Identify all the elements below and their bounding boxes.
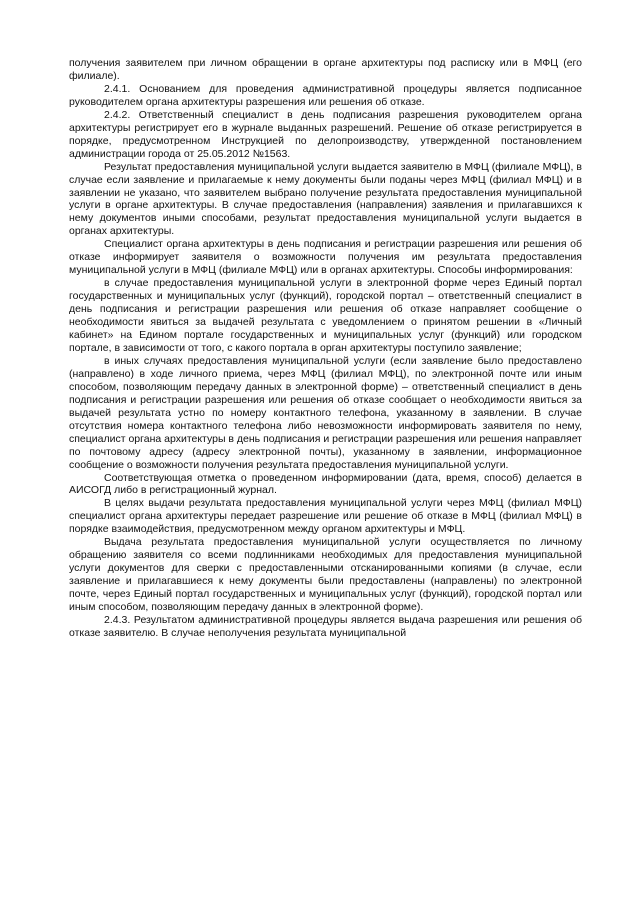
paragraph-notification-mark: Соответствующая отметка о проведенном информировании (дата, время, способ) делается в АИСОГД либо в регистрационный журнал. <box>69 471 582 497</box>
paragraph-continuation: получения заявителем при личном обращении в органе архитектуры под расписку или в МФЦ (его филиале). <box>69 57 582 82</box>
paragraph-2-4-2: 2.4.2. Ответственный специалист в день подписания разрешения руководителем органа архитектуры регистрирует его в журнале выданных разрешений. Решение об отказе регистрируется в порядке, предусмотренном Инструкцией по делопроизводству, утвержденной постановлением администрации города от 25.05.2012 №1563. <box>69 108 582 160</box>
paragraph-other-cases: в иных случаях предоставления муниципальной услуги (если заявление было предоставлено (направлено) в ходе личного приема, через МФЦ (филиал МФЦ), по электронной почте или иным способом, позволяющим передачу данных в электронной форме) – ответственный специалист в день подписания и регистрации разрешения или решения об отказе сообщает о необходимости явиться за выдачей результата устно по номеру контактного телефона, указанному в заявлении. В случае отсутствия номера контактного телефона либо невозможности информировать заявителя по нему, специалист органа архитектуры в день подписания и регистрации разрешения или решения направляет по почтовому адресу (адресу электронной почты), указанному в заявлении, информационное сообщение о возможности получения результата предоставления муниципальной услуги. <box>69 354 582 471</box>
paragraph-2-4-3: 2.4.3. Результатом административной процедуры является выдача разрешения или решения об отказе заявителю. В случае неполучения результата муниципальной <box>69 613 582 639</box>
document-body <box>69 57 582 640</box>
paragraph-issuance: Выдача результата предоставления муниципальной услуги осуществляется по личному обращению заявителя со всеми подлинниками необходимых для предоставления муниципальной услуги документов для сверки с предоставленными отсканированными копиями (в случае, если заявление и прилагавшиеся к нему документы были предоставлены (направлены) по электронной почте, через Единый портал государственных и муниципальных услуг (функций), городской портал или иным способом, позволяющим передачу данных в электронной форме). <box>69 536 582 614</box>
paragraph-electronic-form: в случае предоставления муниципальной услуги в электронной форме через Единый портал государственных и муниципальных услуг (функций), городской портал – ответственный специалист в день подписания и регистрации разрешения или решения об отказе направляет сообщение о необходимости явиться за выдачей результата с уведомлением о принятом решении в «Личный кабинет» на Едином портале государственных и муниципальных услуг (функций) или городском портале, в зависимости от того, с какого портала в орган архитектуры поступило заявление; <box>69 277 582 354</box>
paragraph-2-4-1: 2.4.1. Основанием для проведения административной процедуры является подписанное руководителем органа архитектуры разрешения или решения об отказе. <box>69 82 582 108</box>
paragraph-specialist-informs: Специалист органа архитектуры в день подписания и регистрации разрешения или решения об отказе информирует заявителя о возможности получения им результата предоставления муниципальной услуги в МФЦ (филиале МФЦ) или в органах архитектуры. Способы информирования: <box>69 238 582 277</box>
paragraph-mfc-transfer: В целях выдачи результата предоставления муниципальной услуги через МФЦ (филиал МФЦ) специалист органа архитектуры передает разрешение или решение об отказе в МФЦ (филиал МФЦ) в порядке взаимодействия, предусмотренном между органом архитектуры и МФЦ. <box>69 497 582 536</box>
paragraph-result-delivery: Результат предоставления муниципальной услуги выдается заявителю в МФЦ (филиале МФЦ), в случае если заявление и прилагаемые к нему документы были поданы через МФЦ (филиал МФЦ) и в заявлении не указано, что заявителем выбрано получение результата предоставления муниципальной услуги в органе архитектуры. В случае предоставления (направления) заявления и прилагавшихся к нему документов иными способами, результат предоставления муниципальной услуги выдается в органах архитектуры. <box>69 160 582 238</box>
